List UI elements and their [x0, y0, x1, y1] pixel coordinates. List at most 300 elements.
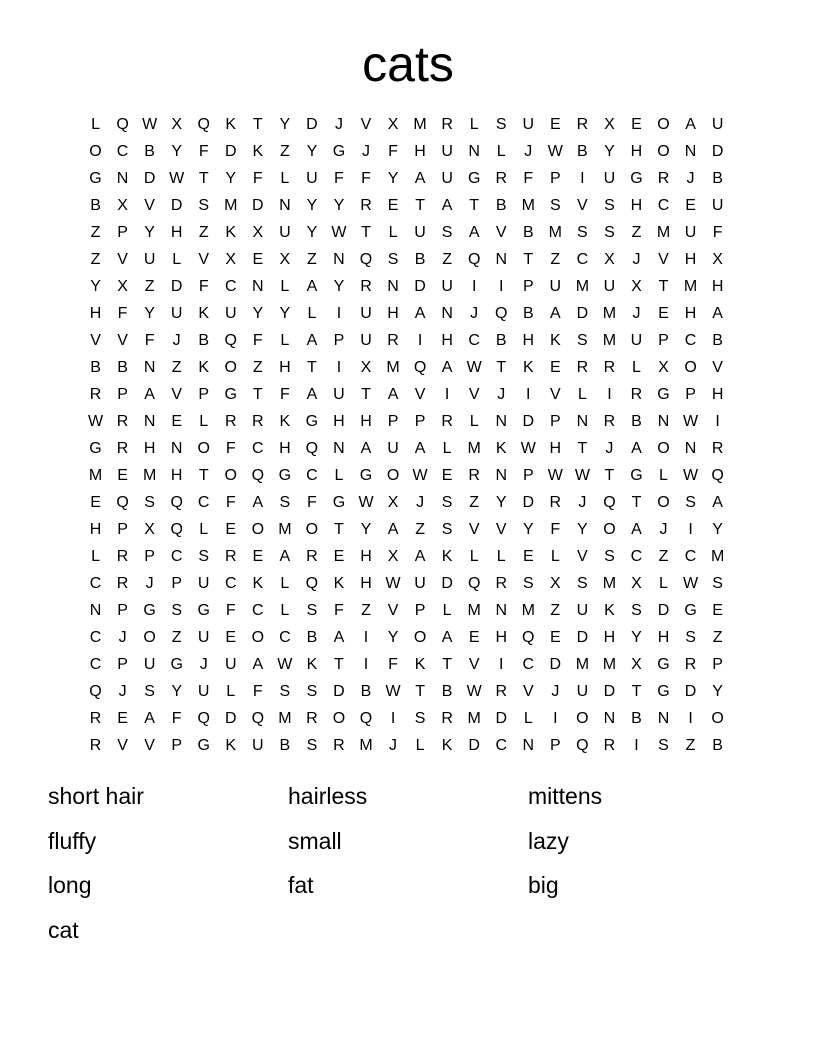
grid-letter: W — [87, 413, 104, 430]
grid-letter: P — [333, 332, 345, 349]
grid-letter: Q — [116, 116, 129, 133]
grid-letter: U — [522, 116, 535, 133]
grid-letter: D — [414, 278, 426, 295]
grid-letter: V — [495, 224, 507, 241]
grid-letter: Q — [359, 710, 373, 727]
grid-letter: K — [604, 602, 615, 619]
grid-letter: E — [171, 413, 182, 430]
grid-letter: R — [441, 710, 453, 727]
grid-letter: R — [116, 413, 129, 430]
grid-letter: W — [412, 467, 428, 484]
grid-letter: N — [89, 602, 102, 619]
grid-letter: D — [468, 737, 480, 754]
grid-letter: O — [413, 629, 427, 646]
grid-letter: N — [657, 413, 670, 430]
grid-letter: A — [252, 494, 264, 511]
grid-letter: I — [336, 305, 342, 322]
grid-letter: M — [278, 710, 292, 727]
grid-letter: I — [580, 170, 585, 187]
grid-letter: I — [688, 710, 693, 727]
grid-letter: K — [252, 143, 264, 160]
grid-letter: Z — [442, 251, 453, 268]
grid-letter: L — [280, 170, 290, 187]
grid-letter: X — [279, 251, 291, 268]
grid-letter: I — [634, 737, 639, 754]
grid-letter: X — [387, 494, 399, 511]
grid-letter: L — [469, 548, 479, 565]
grid-row — [82, 651, 731, 678]
grid-letter: V — [144, 737, 155, 754]
grid-letter: G — [224, 386, 237, 403]
grid-letter: H — [89, 305, 102, 322]
grid-letter: J — [632, 305, 641, 322]
grid-letter: L — [307, 305, 317, 322]
grid-letter: P — [117, 386, 128, 403]
grid-letter: X — [252, 224, 264, 241]
grid-letter: J — [524, 143, 533, 160]
grid-letter: I — [499, 656, 504, 673]
grid-letter: I — [471, 278, 477, 295]
grid-letter: M — [413, 116, 427, 133]
grid-letter: R — [549, 494, 562, 511]
grid-row — [82, 462, 731, 489]
grid-letter: B — [712, 332, 723, 349]
grid-letter: A — [306, 332, 318, 349]
grid-letter: N — [576, 413, 589, 430]
grid-letter: W — [520, 440, 536, 457]
grid-letter: A — [360, 440, 372, 457]
grid-letter: H — [360, 575, 372, 592]
grid-letter: M — [710, 548, 725, 565]
grid-letter: Q — [170, 521, 183, 538]
grid-letter: F — [307, 494, 317, 511]
grid-letter: M — [575, 278, 590, 295]
grid-letter: H — [170, 224, 183, 241]
grid-letter: D — [576, 629, 589, 646]
grid-letter: W — [683, 413, 699, 430]
grid-letter: U — [197, 683, 210, 700]
grid-letter: O — [711, 710, 724, 727]
grid-letter: L — [280, 332, 290, 349]
grid-letter: Q — [359, 251, 373, 268]
grid-letter: S — [658, 737, 669, 754]
grid-letter: N — [495, 467, 507, 484]
grid-letter: F — [523, 170, 534, 187]
grid-letter: U — [197, 629, 210, 646]
grid-letter: M — [575, 656, 590, 673]
grid-letter: O — [684, 359, 697, 376]
grid-letter: V — [468, 656, 480, 673]
grid-letter: M — [521, 602, 535, 619]
grid-letter: X — [360, 359, 372, 376]
grid-letter: Q — [251, 710, 265, 727]
grid-letter: U — [684, 224, 697, 241]
grid-letter: R — [495, 683, 507, 700]
grid-letter: V — [90, 332, 101, 349]
grid-letter: A — [306, 278, 318, 295]
grid-letter: C — [224, 575, 237, 592]
grid-letter: R — [116, 440, 129, 457]
grid-letter: M — [602, 332, 617, 349]
grid-letter: H — [441, 332, 453, 349]
grid-letter: P — [658, 332, 669, 349]
grid-letter: O — [143, 629, 156, 646]
grid-letter: L — [226, 683, 236, 700]
grid-letter: Q — [251, 467, 265, 484]
grid-letter: S — [685, 494, 696, 511]
grid-letter: G — [89, 440, 102, 457]
grid-letter: L — [659, 467, 668, 484]
grid-letter: I — [363, 629, 369, 646]
grid-letter: U — [711, 197, 724, 214]
grid-letter: Z — [198, 224, 209, 241]
grid-letter: J — [389, 737, 398, 754]
grid-letter: H — [630, 197, 643, 214]
grid-letter: Y — [171, 143, 182, 160]
grid-letter: Y — [577, 521, 588, 538]
grid-letter: Q — [89, 683, 102, 700]
grid-letter: K — [279, 413, 291, 430]
grid-letter: K — [198, 359, 210, 376]
grid-letter: F — [198, 278, 209, 295]
grid-letter: T — [658, 278, 669, 295]
grid-letter: A — [144, 710, 155, 727]
grid-letter: D — [522, 494, 535, 511]
grid-letter: O — [305, 521, 319, 538]
grid-letter: L — [415, 737, 425, 754]
grid-letter: N — [495, 413, 507, 430]
grid-row — [82, 111, 731, 138]
grid-letter: Y — [306, 224, 318, 241]
grid-letter: Z — [415, 521, 425, 538]
grid-letter: C — [89, 575, 102, 592]
grid-letter: T — [442, 656, 453, 673]
grid-letter: J — [416, 494, 425, 511]
grid-letter: L — [523, 710, 533, 727]
grid-letter: J — [361, 143, 370, 160]
grid-letter: O — [224, 359, 237, 376]
grid-letter: K — [441, 548, 453, 565]
grid-letter: L — [280, 278, 290, 295]
grid-letter: Z — [171, 359, 182, 376]
grid-letter: F — [198, 143, 209, 160]
grid-letter: F — [279, 386, 290, 403]
grid-letter: P — [171, 737, 182, 754]
grid-letter: S — [387, 251, 399, 268]
grid-letter: H — [684, 305, 697, 322]
grid-letter: T — [577, 440, 588, 457]
grid-letter: U — [387, 440, 399, 457]
word-list-item: cat — [48, 916, 79, 943]
grid-letter: S — [604, 224, 615, 241]
grid-letter: L — [199, 521, 209, 538]
grid-letter: H — [684, 251, 697, 268]
grid-letter: S — [279, 494, 291, 511]
grid-letter: J — [551, 683, 560, 700]
grid-letter: A — [441, 359, 453, 376]
grid-letter: S — [549, 197, 561, 214]
grid-letter: D — [306, 116, 318, 133]
grid-letter: Z — [307, 251, 317, 268]
grid-letter: A — [631, 440, 642, 457]
grid-row — [82, 732, 731, 759]
grid-letter: C — [170, 548, 183, 565]
grid-letter: X — [631, 656, 642, 673]
page-title: cats — [362, 36, 454, 92]
grid-letter: W — [385, 575, 401, 592]
grid-letter: O — [224, 467, 237, 484]
grid-letter: D — [143, 170, 156, 187]
grid-letter: T — [198, 170, 209, 187]
grid-letter: M — [521, 197, 535, 214]
grid-letter: E — [631, 116, 642, 133]
grid-letter: S — [577, 575, 588, 592]
grid-letter: Z — [712, 629, 723, 646]
grid-letter: M — [467, 440, 481, 457]
grid-letter: R — [224, 548, 237, 565]
grid-letter: I — [499, 278, 504, 295]
grid-letter: Y — [604, 143, 615, 160]
grid-letter: Z — [658, 548, 669, 565]
grid-letter: D — [170, 197, 183, 214]
grid-letter: K — [549, 332, 561, 349]
grid-letter: U — [143, 656, 156, 673]
grid-letter: E — [117, 467, 128, 484]
grid-letter: D — [224, 710, 237, 727]
grid-letter: Z — [361, 602, 371, 619]
grid-letter: Z — [469, 494, 480, 511]
grid-letter: N — [333, 440, 345, 457]
grid-letter: C — [684, 548, 697, 565]
grid-row — [82, 354, 731, 381]
grid-letter: N — [522, 737, 535, 754]
grid-letter: W — [358, 494, 374, 511]
grid-letter: G — [684, 602, 697, 619]
grid-letter: L — [577, 386, 587, 403]
grid-letter: J — [497, 386, 506, 403]
grid-letter: Q — [467, 251, 481, 268]
grid-letter: S — [306, 737, 318, 754]
grid-letter: V — [198, 251, 210, 268]
grid-letter: H — [495, 629, 507, 646]
grid-row — [82, 138, 731, 165]
grid-letter: Q — [603, 494, 616, 511]
grid-row — [82, 435, 731, 462]
grid-letter: E — [441, 467, 453, 484]
grid-letter: H — [603, 629, 616, 646]
grid-letter: T — [361, 386, 371, 403]
grid-letter: X — [604, 251, 615, 268]
grid-letter: L — [496, 143, 506, 160]
grid-letter: W — [574, 467, 590, 484]
grid-letter: X — [631, 278, 642, 295]
grid-letter: S — [685, 629, 696, 646]
grid-letter: O — [251, 521, 265, 538]
grid-letter: U — [143, 251, 156, 268]
grid-letter: A — [252, 656, 264, 673]
grid-letter: H — [414, 143, 426, 160]
grid-row — [82, 192, 731, 219]
grid-letter: P — [198, 386, 210, 403]
grid-row — [82, 381, 731, 408]
grid-letter: Y — [712, 521, 723, 538]
grid-letter: E — [387, 197, 399, 214]
grid-letter: R — [684, 656, 697, 673]
grid-letter: U — [441, 278, 453, 295]
grid-letter: C — [252, 440, 264, 457]
grid-letter: Y — [495, 494, 507, 511]
grid-letter: S — [441, 494, 453, 511]
grid-letter: P — [549, 737, 561, 754]
grid-letter: H — [711, 278, 724, 295]
grid-letter: I — [417, 332, 423, 349]
grid-letter: A — [387, 386, 399, 403]
grid-letter: Z — [685, 737, 696, 754]
grid-row — [82, 516, 731, 543]
grid-letter: E — [549, 629, 561, 646]
grid-letter: R — [306, 548, 318, 565]
grid-letter: U — [603, 170, 616, 187]
grid-letter: U — [414, 224, 426, 241]
grid-letter: X — [387, 116, 399, 133]
grid-letter: N — [170, 440, 183, 457]
grid-letter: K — [252, 575, 264, 592]
grid-letter: C — [657, 197, 670, 214]
grid-letter: K — [522, 359, 534, 376]
grid-letter: J — [578, 494, 587, 511]
letter-grid — [82, 111, 731, 759]
grid-letter: U — [576, 602, 589, 619]
grid-letter: V — [360, 116, 372, 133]
grid-letter: W — [277, 656, 293, 673]
grid-letter: T — [415, 683, 425, 700]
grid-letter: H — [143, 440, 156, 457]
grid-letter: R — [333, 737, 345, 754]
grid-letter: U — [224, 305, 237, 322]
grid-letter: H — [360, 413, 372, 430]
grid-letter: J — [118, 683, 127, 700]
grid-letter: T — [415, 197, 425, 214]
grid-letter: S — [441, 224, 453, 241]
grid-letter: Z — [550, 602, 561, 619]
grid-letter: A — [333, 629, 345, 646]
grid-letter: N — [333, 251, 345, 268]
grid-letter: N — [387, 278, 399, 295]
grid-letter: K — [333, 575, 345, 592]
grid-letter: L — [91, 116, 100, 133]
grid-letter: R — [441, 116, 453, 133]
grid-letter: T — [361, 224, 371, 241]
grid-letter: A — [468, 224, 480, 241]
grid-letter: F — [252, 332, 263, 349]
grid-letter: H — [333, 413, 345, 430]
word-list-item: fat — [288, 872, 314, 898]
grid-letter: M — [142, 467, 157, 484]
word-list-item: hairless — [288, 783, 368, 809]
grid-letter: R — [306, 710, 318, 727]
grid-letter: S — [306, 683, 318, 700]
grid-letter: H — [279, 359, 291, 376]
grid-letter: I — [363, 656, 369, 673]
grid-letter: J — [199, 656, 208, 673]
grid-letter: G — [170, 656, 183, 673]
grid-letter: I — [444, 386, 450, 403]
grid-letter: R — [387, 332, 399, 349]
grid-letter: B — [117, 359, 128, 376]
grid-letter: V — [171, 386, 182, 403]
grid-letter: C — [252, 602, 264, 619]
grid-letter: O — [332, 710, 346, 727]
grid-letter: U — [360, 305, 372, 322]
grid-letter: V — [522, 683, 534, 700]
grid-letter: U — [603, 278, 616, 295]
grid-letter: D — [170, 278, 183, 295]
grid-row — [82, 246, 731, 273]
grid-letter: S — [604, 197, 615, 214]
grid-letter: Z — [631, 224, 642, 241]
grid-letter: Q — [197, 710, 210, 727]
grid-letter: X — [225, 251, 237, 268]
grid-letter: B — [712, 737, 723, 754]
grid-letter: Q — [467, 575, 481, 592]
grid-letter: E — [549, 359, 561, 376]
grid-letter: E — [252, 548, 264, 565]
grid-letter: R — [603, 413, 616, 430]
grid-letter: J — [659, 521, 668, 538]
grid-letter: A — [685, 116, 696, 133]
grid-letter: T — [469, 197, 480, 214]
grid-letter: G — [657, 683, 670, 700]
grid-letter: B — [360, 683, 372, 700]
grid-letter: F — [225, 602, 236, 619]
grid-letter: J — [470, 305, 479, 322]
grid-letter: S — [577, 224, 588, 241]
grid-letter: N — [252, 278, 264, 295]
grid-letter: B — [90, 197, 101, 214]
grid-letter: N — [116, 170, 129, 187]
grid-letter: C — [197, 494, 210, 511]
grid-letter: A — [441, 629, 453, 646]
grid-letter: K — [306, 656, 318, 673]
grid-letter: O — [603, 521, 616, 538]
grid-letter: P — [712, 656, 723, 673]
grid-letter: O — [251, 629, 265, 646]
grid-letter: R — [576, 359, 589, 376]
grid-letter: C — [630, 548, 643, 565]
grid-letter: P — [414, 413, 426, 430]
grid-letter: B — [306, 629, 318, 646]
grid-letter: E — [658, 305, 669, 322]
grid-row — [82, 408, 731, 435]
grid-letter: A — [414, 170, 426, 187]
grid-letter: F — [225, 494, 236, 511]
grid-letter: F — [550, 521, 561, 538]
word-list-item: big — [528, 872, 559, 898]
grid-row — [82, 597, 731, 624]
grid-letter: H — [657, 629, 670, 646]
grid-letter: C — [306, 467, 318, 484]
grid-letter: H — [387, 305, 399, 322]
grid-letter: B — [495, 197, 507, 214]
grid-letter: W — [466, 359, 482, 376]
grid-letter: F — [144, 332, 155, 349]
grid-letter: T — [496, 359, 507, 376]
grid-letter: Y — [225, 170, 237, 187]
grid-letter: S — [495, 116, 507, 133]
grid-letter: U — [576, 683, 589, 700]
grid-letter: L — [280, 602, 290, 619]
grid-letter: G — [278, 467, 292, 484]
